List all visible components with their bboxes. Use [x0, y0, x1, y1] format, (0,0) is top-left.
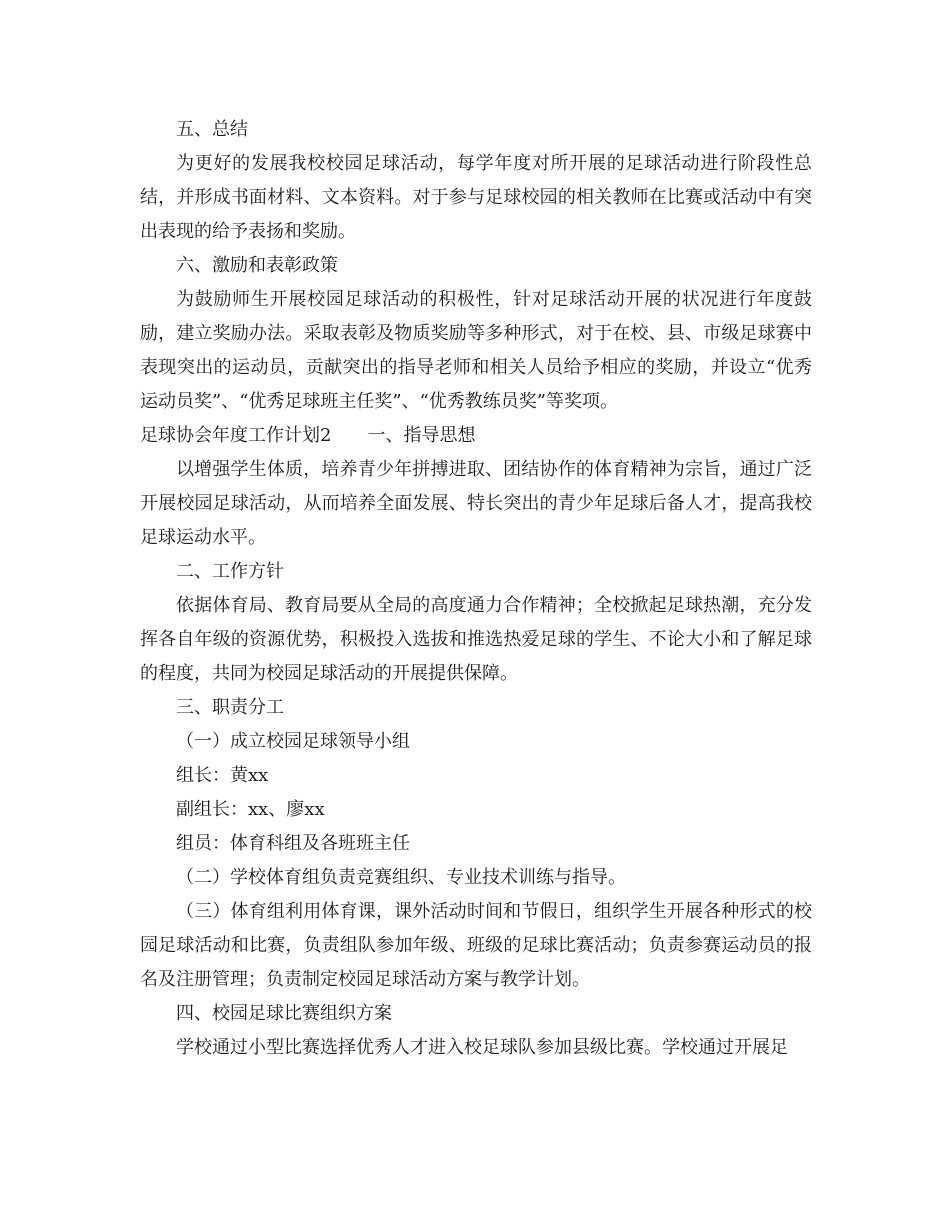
document-body — [140, 113, 812, 1065]
section-heading-policy: 二、工作方针 — [176, 561, 284, 582]
line-deputy-leader: 副组长：xx、廖xx — [176, 799, 325, 820]
paragraph-policy: 依据体育局、教育局要从全局的高度通力合作精神；全校掀起足球热潮，充分发挥各自年级的资源优势，积极投入选拔和推选热爱足球的学生、不论大小和了解足球的程度，共同为校园足球活动的开展提供保障。 — [140, 595, 812, 684]
section-heading-guiding-idea: 一、指导思想 — [367, 425, 476, 446]
section-heading-competition-plan: 四、校园足球比赛组织方案 — [176, 1003, 392, 1024]
paragraph-summary: 为更好的发展我校校园足球活动，每学年度对所开展的足球活动进行阶段性总结，并形成书面材料、文本资料。对于参与足球校园的相关教师在比赛或活动中有突出表现的给予表扬和奖励。 — [140, 153, 812, 242]
paragraph-pe-activities: （三）体育组利用体育课，课外活动时间和节假日，组织学生开展各种形式的校园足球活动和比赛，负责组队参加年级、班级的足球比赛活动；负责参赛运动员的报名及注册管理；负责制定校园足球活动方案与教学计划。 — [140, 901, 812, 990]
subheading-leadership-group: （一）成立校园足球领导小组 — [176, 731, 410, 752]
paragraph-competition-plan: 学校通过小型比赛选择优秀人才进入校足球队参加县级比赛。学校通过开展足 — [176, 1037, 788, 1058]
line-pe-group-duty: （二）学校体育组负责竞赛组织、专业技术训练与指导。 — [176, 867, 626, 888]
paragraph-incentives: 为鼓励师生开展校园足球活动的积极性，针对足球活动开展的状况进行年度鼓励，建立奖励办法。采取表彰及物质奖励等多种形式，对于在校、县、市级足球赛中表现突出的运动员，贡献突出的指导老师和相关人员给予相应的奖励，并设立“优秀运动员奖”、“优秀足球班主任奖”、“优秀教练员奖”等奖项。 — [140, 289, 812, 412]
line-members: 组员：体育科组及各班班主任 — [176, 833, 410, 854]
line-group-leader: 组长：黄xx — [176, 765, 269, 786]
document-title: 足球协会年度工作计划2 — [140, 425, 332, 446]
section-heading-duties: 三、职责分工 — [176, 697, 284, 718]
document-title-line — [140, 419, 812, 453]
section-heading-summary: 五、总结 — [176, 119, 248, 140]
section-heading-incentives: 六、激励和表彰政策 — [176, 255, 338, 276]
paragraph-guiding-idea: 以增强学生体质，培养青少年拼搏进取、团结协作的体育精神为宗旨，通过广泛开展校园足球活动，从而培养全面发展、特长突出的青少年足球后备人才，提高我校足球运动水平。 — [140, 459, 812, 548]
